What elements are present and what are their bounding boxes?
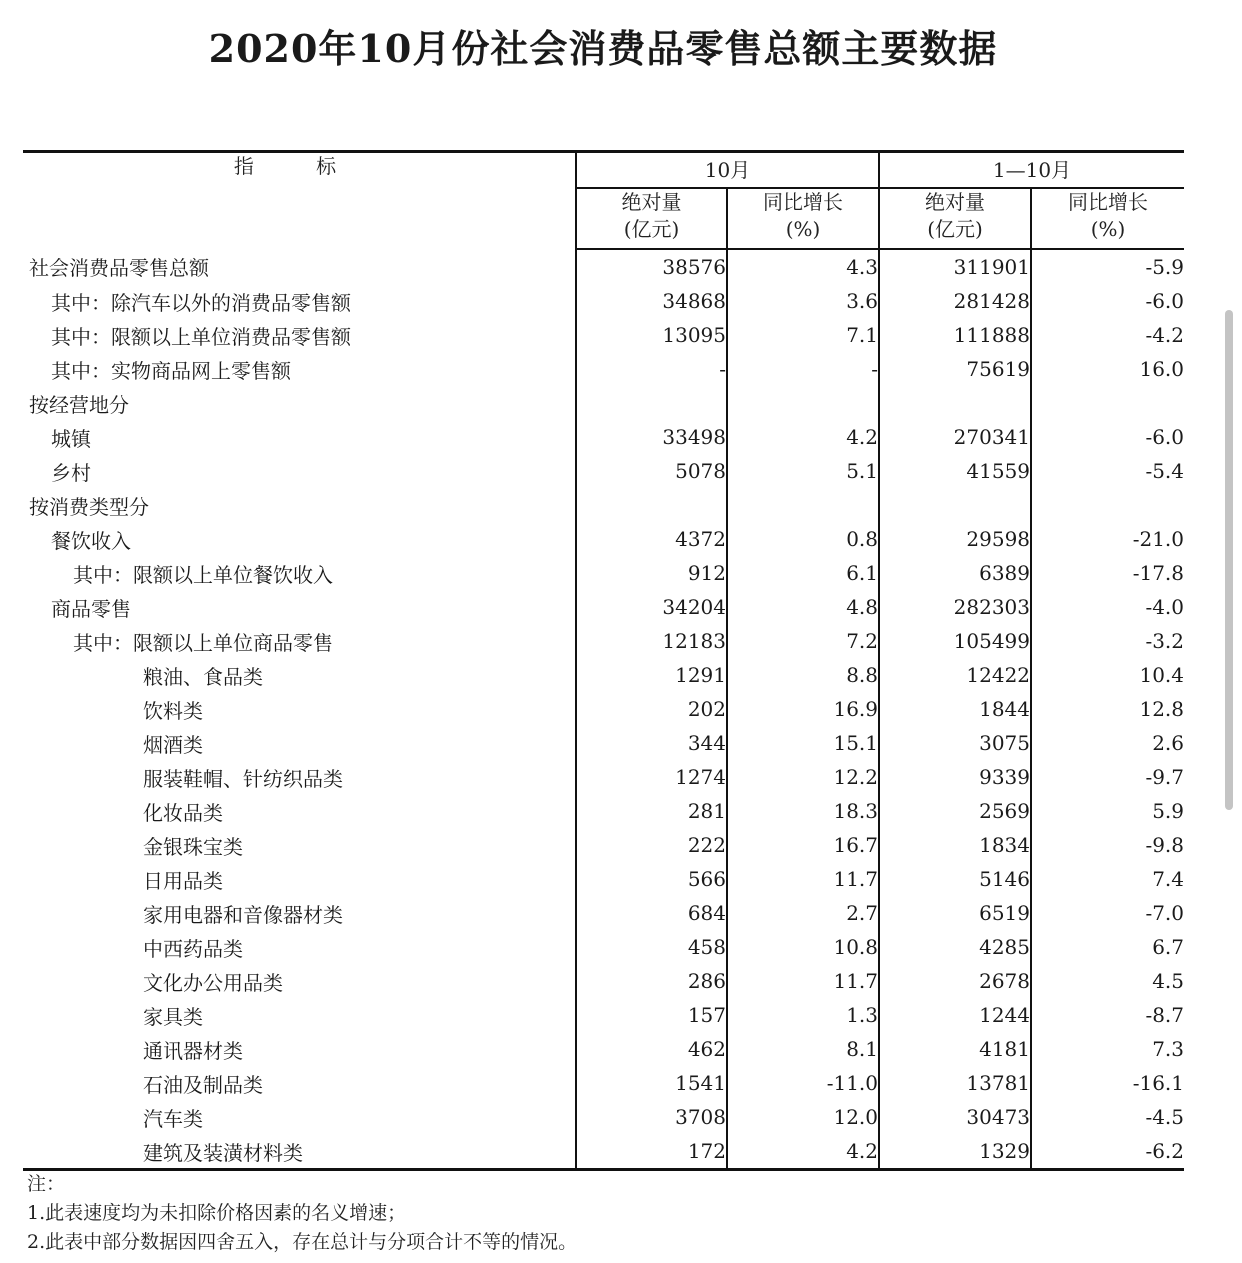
oct-yoy-label: 同比增长 [763, 190, 843, 214]
cell-ytd-abs: 3075 [879, 726, 1031, 760]
cell-ytd-yoy: -7.0 [1031, 896, 1184, 930]
cell-ytd-abs: 2569 [879, 794, 1031, 828]
cell-oct-abs: 3708 [576, 1100, 727, 1134]
cell-ytd-yoy: -6.0 [1031, 420, 1184, 454]
indicator-header: 指 标 [23, 152, 576, 250]
cell-oct-abs: 462 [576, 1032, 727, 1066]
cell-oct-yoy: 12.2 [727, 760, 879, 794]
group-header-jan-oct: 1—10月 [879, 152, 1184, 189]
cell-ytd-yoy: -17.8 [1031, 556, 1184, 590]
table-row [23, 828, 1184, 862]
cell-oct-yoy: 16.7 [727, 828, 879, 862]
cell-oct-yoy: 4.2 [727, 420, 879, 454]
vertical-scrollbar[interactable] [1225, 310, 1233, 810]
page-title: 2020年10月份社会消费品零售总额主要数据 [208, 26, 998, 71]
cell-ytd-abs [879, 386, 1031, 420]
cell-ytd-abs: 12422 [879, 658, 1031, 692]
table-row [23, 454, 1184, 488]
cell-ytd-yoy: 7.4 [1031, 862, 1184, 896]
cell-ytd-yoy: -9.8 [1031, 828, 1184, 862]
cell-ytd-yoy: 7.3 [1031, 1032, 1184, 1066]
cell-ytd-abs: 1329 [879, 1134, 1031, 1170]
cell-oct-yoy: - [727, 352, 879, 386]
cell-ytd-abs: 311901 [879, 249, 1031, 284]
cell-oct-yoy: 8.1 [727, 1032, 879, 1066]
cell-oct-yoy: 4.3 [727, 249, 879, 284]
cell-oct-yoy: 7.2 [727, 624, 879, 658]
cell-ytd-abs: 4181 [879, 1032, 1031, 1066]
group-header-october: 10月 [576, 152, 879, 189]
cell-oct-abs: 5078 [576, 454, 727, 488]
row-label: 其中：限额以上单位餐饮收入 [73, 562, 333, 587]
cell-oct-yoy: 3.6 [727, 284, 879, 318]
oct-yoy-header [727, 188, 879, 249]
ytd-yoy-label: 同比增长 [1068, 190, 1149, 214]
cell-ytd-yoy: 6.7 [1031, 930, 1184, 964]
row-label: 按经营地分 [29, 392, 129, 417]
row-label: 家具类 [143, 1004, 203, 1029]
table-row [23, 998, 1184, 1032]
cell-oct-abs: 281 [576, 794, 727, 828]
oct-abs-header [576, 188, 727, 249]
cell-oct-abs: 1274 [576, 760, 727, 794]
row-label: 其中：除汽车以外的消费品零售额 [51, 290, 351, 315]
cell-ytd-yoy: -5.4 [1031, 454, 1184, 488]
table-row [23, 420, 1184, 454]
table-row [23, 352, 1184, 386]
table-body [23, 249, 1184, 1170]
cell-oct-abs: 157 [576, 998, 727, 1032]
table-row [23, 658, 1184, 692]
cell-ytd-abs: 9339 [879, 760, 1031, 794]
row-label: 汽车类 [143, 1106, 203, 1131]
cell-ytd-yoy [1031, 488, 1184, 522]
cell-oct-yoy: 8.8 [727, 658, 879, 692]
row-label: 中西药品类 [143, 936, 243, 961]
cell-oct-abs: 684 [576, 896, 727, 930]
cell-oct-abs: 458 [576, 930, 727, 964]
cell-ytd-abs: 282303 [879, 590, 1031, 624]
cell-oct-yoy: 16.9 [727, 692, 879, 726]
cell-oct-yoy: 15.1 [727, 726, 879, 760]
cell-oct-abs: 4372 [576, 522, 727, 556]
table-row [23, 692, 1184, 726]
cell-oct-yoy [727, 386, 879, 420]
cell-ytd-yoy: 12.8 [1031, 692, 1184, 726]
oct-abs-unit: (亿元) [623, 217, 680, 241]
cell-ytd-abs: 13781 [879, 1066, 1031, 1100]
table-row [23, 964, 1184, 998]
cell-oct-yoy: 0.8 [727, 522, 879, 556]
row-label: 石油及制品类 [143, 1072, 263, 1097]
row-label: 家用电器和音像器材类 [143, 902, 343, 927]
note-1: 1.此表速度均为未扣除价格因素的名义增速； [27, 1202, 407, 1224]
table-row [23, 896, 1184, 930]
cell-ytd-abs: 2678 [879, 964, 1031, 998]
table-row [23, 862, 1184, 896]
row-label: 金银珠宝类 [143, 834, 243, 859]
ytd-abs-header [879, 188, 1031, 249]
cell-oct-yoy: 6.1 [727, 556, 879, 590]
row-label: 粮油、食品类 [143, 664, 263, 689]
cell-oct-abs: 12183 [576, 624, 727, 658]
cell-ytd-abs: 1834 [879, 828, 1031, 862]
cell-ytd-abs: 105499 [879, 624, 1031, 658]
table-row [23, 1134, 1184, 1170]
table-row [23, 284, 1184, 318]
row-label: 商品零售 [51, 596, 131, 621]
cell-oct-abs: 1291 [576, 658, 727, 692]
cell-ytd-abs: 111888 [879, 318, 1031, 352]
row-label: 日用品类 [143, 868, 223, 893]
cell-oct-yoy [727, 488, 879, 522]
cell-oct-yoy: 2.7 [727, 896, 879, 930]
cell-oct-abs: 344 [576, 726, 727, 760]
oct-yoy-unit: (%) [785, 217, 821, 241]
cell-oct-yoy: -11.0 [727, 1066, 879, 1100]
cell-oct-abs: 38576 [576, 249, 727, 284]
cell-ytd-abs: 281428 [879, 284, 1031, 318]
cell-ytd-yoy: 16.0 [1031, 352, 1184, 386]
cell-ytd-abs: 1844 [879, 692, 1031, 726]
cell-oct-abs: 172 [576, 1134, 727, 1170]
cell-ytd-abs: 5146 [879, 862, 1031, 896]
note-heading: 注： [27, 1173, 66, 1195]
cell-ytd-yoy: 5.9 [1031, 794, 1184, 828]
cell-oct-yoy: 10.8 [727, 930, 879, 964]
oct-abs-label: 绝对量 [621, 190, 682, 214]
table-row [23, 1066, 1184, 1100]
row-label: 其中：限额以上单位商品零售 [73, 630, 333, 655]
cell-ytd-yoy: -6.2 [1031, 1134, 1184, 1170]
ytd-yoy-header [1031, 188, 1184, 249]
table-row [23, 249, 1184, 284]
cell-oct-abs [576, 386, 727, 420]
cell-ytd-abs: 6519 [879, 896, 1031, 930]
cell-ytd-yoy: -16.1 [1031, 1066, 1184, 1100]
row-label: 其中：实物商品网上零售额 [51, 358, 291, 383]
retail-sales-table [23, 150, 1184, 1171]
cell-ytd-abs: 4285 [879, 930, 1031, 964]
row-label: 文化办公用品类 [143, 970, 283, 995]
cell-ytd-yoy: 10.4 [1031, 658, 1184, 692]
cell-ytd-yoy: -4.2 [1031, 318, 1184, 352]
cell-oct-abs [576, 488, 727, 522]
table-row [23, 1100, 1184, 1134]
cell-ytd-yoy: -5.9 [1031, 249, 1184, 284]
cell-ytd-abs: 75619 [879, 352, 1031, 386]
cell-oct-yoy: 5.1 [727, 454, 879, 488]
cell-oct-abs: 202 [576, 692, 727, 726]
row-label: 社会消费品零售总额 [29, 256, 209, 280]
row-label: 建筑及装潢材料类 [143, 1140, 303, 1165]
row-label: 按消费类型分 [29, 494, 149, 519]
row-label: 乡村 [51, 460, 91, 485]
cell-oct-yoy: 18.3 [727, 794, 879, 828]
ytd-abs-label: 绝对量 [925, 190, 986, 214]
cell-oct-yoy: 11.7 [727, 964, 879, 998]
cell-ytd-yoy: -4.0 [1031, 590, 1184, 624]
ytd-yoy-unit: (%) [1090, 217, 1126, 241]
cell-oct-abs: 13095 [576, 318, 727, 352]
cell-ytd-abs: 30473 [879, 1100, 1031, 1134]
row-label: 烟酒类 [143, 732, 203, 757]
cell-oct-yoy: 4.2 [727, 1134, 879, 1170]
table-row [23, 556, 1184, 590]
cell-oct-yoy: 7.1 [727, 318, 879, 352]
cell-oct-abs: 34868 [576, 284, 727, 318]
cell-oct-abs: - [576, 352, 727, 386]
row-label: 餐饮收入 [51, 528, 131, 553]
cell-ytd-yoy: -8.7 [1031, 998, 1184, 1032]
cell-ytd-abs: 29598 [879, 522, 1031, 556]
table-row [23, 488, 1184, 522]
cell-ytd-yoy: -9.7 [1031, 760, 1184, 794]
cell-ytd-abs: 41559 [879, 454, 1031, 488]
cell-oct-yoy: 11.7 [727, 862, 879, 896]
cell-oct-abs: 1541 [576, 1066, 727, 1100]
cell-ytd-abs: 1244 [879, 998, 1031, 1032]
ytd-abs-unit: (亿元) [927, 217, 983, 241]
table-row [23, 386, 1184, 420]
table-row [23, 726, 1184, 760]
table-row [23, 522, 1184, 556]
cell-ytd-yoy: 4.5 [1031, 964, 1184, 998]
table-row [23, 930, 1184, 964]
footnotes [27, 1170, 577, 1257]
cell-ytd-yoy [1031, 386, 1184, 420]
cell-ytd-yoy: -4.5 [1031, 1100, 1184, 1134]
table-row [23, 590, 1184, 624]
cell-oct-abs: 222 [576, 828, 727, 862]
cell-ytd-yoy: -3.2 [1031, 624, 1184, 658]
cell-oct-abs: 912 [576, 556, 727, 590]
table-row [23, 794, 1184, 828]
row-label: 城镇 [51, 426, 91, 451]
cell-ytd-abs: 270341 [879, 420, 1031, 454]
table-row [23, 624, 1184, 658]
row-label: 服装鞋帽、针纺织品类 [143, 766, 343, 791]
row-label: 饮料类 [143, 698, 203, 723]
table-row [23, 760, 1184, 794]
cell-ytd-yoy: -21.0 [1031, 522, 1184, 556]
cell-ytd-yoy: -6.0 [1031, 284, 1184, 318]
cell-oct-yoy: 12.0 [727, 1100, 879, 1134]
note-2: 2.此表中部分数据因四舍五入，存在总计与分项合计不等的情况。 [27, 1231, 578, 1253]
table-row [23, 1032, 1184, 1066]
row-label: 通讯器材类 [143, 1038, 243, 1063]
cell-oct-yoy: 1.3 [727, 998, 879, 1032]
row-label: 其中：限额以上单位消费品零售额 [51, 324, 351, 349]
row-label: 化妆品类 [143, 800, 223, 825]
cell-ytd-abs [879, 488, 1031, 522]
cell-oct-abs: 34204 [576, 590, 727, 624]
cell-oct-yoy: 4.8 [727, 590, 879, 624]
cell-oct-abs: 566 [576, 862, 727, 896]
cell-oct-abs: 286 [576, 964, 727, 998]
cell-oct-abs: 33498 [576, 420, 727, 454]
cell-ytd-abs: 6389 [879, 556, 1031, 590]
cell-ytd-yoy: 2.6 [1031, 726, 1184, 760]
table-row [23, 318, 1184, 352]
